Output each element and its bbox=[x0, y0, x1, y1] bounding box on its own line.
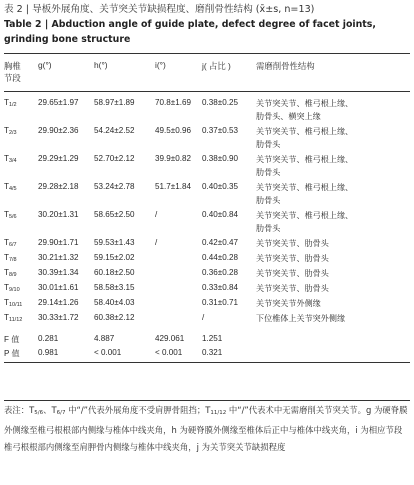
note-text-a: 表注：T bbox=[4, 405, 35, 415]
table-row bbox=[4, 210, 410, 223]
stats-rule bbox=[4, 362, 410, 363]
segment-cell bbox=[4, 182, 38, 195]
i-cell bbox=[155, 313, 202, 328]
segment-cell bbox=[4, 283, 38, 298]
segment-label: T bbox=[4, 313, 9, 322]
segment-cell bbox=[4, 253, 38, 268]
table-row bbox=[4, 126, 410, 139]
segment-subscript: 10/11 bbox=[8, 302, 23, 308]
segment-subscript: 6/7 bbox=[8, 242, 17, 248]
segment-label: T bbox=[4, 298, 9, 307]
g-cell: 30.39±1.34 bbox=[38, 268, 79, 277]
segment-label: T bbox=[4, 210, 9, 219]
segment-label: T bbox=[4, 98, 9, 107]
h-cell: 58.97±1.89 bbox=[94, 98, 135, 107]
segment-subscript: 3/4 bbox=[8, 158, 17, 164]
segment-subscript: 11/12 bbox=[8, 317, 23, 323]
table-row-continuation bbox=[4, 111, 410, 126]
stat-j-cell: 1.251 bbox=[202, 334, 223, 343]
table-row bbox=[4, 298, 410, 313]
segment-subscript: 9/10 bbox=[8, 287, 20, 293]
note-text-b: 、T bbox=[43, 405, 57, 415]
structure-cell-line2: 肋骨头 bbox=[256, 140, 281, 149]
header-j: j( 占比 ) bbox=[202, 61, 231, 71]
note-sub-5-6: 5/6 bbox=[34, 410, 44, 416]
stat-j-cell: 0.321 bbox=[202, 348, 223, 357]
structure-cell: 关节突关节外侧缘 bbox=[256, 299, 321, 308]
header-segment-l2: 节段 bbox=[4, 73, 21, 83]
note-text-c: 中“/”代表外展角度不受肩胛骨阻挡；T bbox=[65, 405, 211, 415]
i-cell: 51.7±1.84 bbox=[155, 182, 191, 191]
h-cell: 60.38±2.12 bbox=[94, 313, 135, 322]
segment-cell bbox=[4, 298, 38, 313]
i-cell: / bbox=[155, 210, 158, 219]
segment-label: T bbox=[4, 253, 9, 262]
stat-empty-cell bbox=[256, 334, 410, 348]
j-cell: 0.38±0.25 bbox=[202, 98, 238, 107]
table-footnote bbox=[4, 402, 410, 456]
structure-cell-line2: 肋骨头 bbox=[256, 168, 281, 177]
i-cell: / bbox=[155, 238, 158, 247]
stat-label-cell: P 值 bbox=[4, 349, 20, 358]
i-cell bbox=[155, 253, 202, 268]
segment-cell bbox=[4, 98, 38, 111]
segment-label: T bbox=[4, 238, 9, 247]
structure-cell: 下位椎体上关节突外侧缘 bbox=[256, 314, 346, 323]
g-cell: 29.29±1.29 bbox=[38, 154, 79, 163]
j-cell: 0.37±0.53 bbox=[202, 126, 238, 135]
structure-cell-line2: 肋骨头 bbox=[256, 224, 281, 233]
stat-empty-cell bbox=[256, 348, 410, 362]
header-g: g(°) bbox=[38, 60, 52, 70]
h-cell: 60.18±2.50 bbox=[94, 268, 135, 277]
segment-label: T bbox=[4, 268, 9, 277]
table-row bbox=[4, 238, 410, 253]
table-row bbox=[4, 182, 410, 195]
structure-cell-line2: 肋骨头 bbox=[256, 196, 281, 205]
table-caption-zh: 表 2 | 导板外展角度、关节突关节缺损程度、磨削骨性结构 (x̄±s, n=13) bbox=[4, 4, 315, 15]
segment-label: T bbox=[4, 182, 9, 191]
table-row-continuation bbox=[4, 195, 410, 210]
segment-cell bbox=[4, 268, 38, 283]
i-cell: 39.9±0.82 bbox=[155, 154, 191, 163]
stats-row bbox=[4, 334, 410, 348]
g-cell: 29.90±2.36 bbox=[38, 126, 79, 135]
table-row-continuation bbox=[4, 167, 410, 182]
structure-cell: 关节突关节、椎弓根上缘、 bbox=[256, 211, 354, 220]
j-cell: 0.40±0.84 bbox=[202, 210, 238, 219]
table-caption-en: Table 2 | Abduction angle of guide plate, defect degree of facet joints, grinding bone structure bbox=[4, 19, 376, 45]
structure-cell: 关节突关节、肋骨头 bbox=[256, 239, 329, 248]
structure-cell: 关节突关节、椎弓根上缘、 bbox=[256, 127, 354, 136]
g-cell: 29.14±1.26 bbox=[38, 298, 79, 307]
segment-label: T bbox=[4, 154, 9, 163]
i-cell: 70.8±1.69 bbox=[155, 98, 191, 107]
h-cell: 54.24±2.52 bbox=[94, 126, 135, 135]
segment-subscript: 5/6 bbox=[8, 214, 17, 220]
g-cell: 30.21±1.32 bbox=[38, 253, 79, 262]
stat-i-cell: 429.061 bbox=[155, 334, 185, 343]
h-cell: 53.24±2.78 bbox=[94, 182, 135, 191]
structure-cell: 关节突关节、椎弓根上缘、 bbox=[256, 99, 354, 108]
h-cell: 58.58±3.15 bbox=[94, 283, 135, 292]
stat-g-cell: 0.281 bbox=[38, 334, 59, 343]
segment-cell bbox=[4, 126, 38, 139]
j-cell: 0.40±0.35 bbox=[202, 182, 238, 191]
stat-label-cell: F 值 bbox=[4, 335, 20, 344]
segment-subscript: 7/8 bbox=[8, 257, 17, 263]
segment-cell bbox=[4, 313, 38, 328]
j-cell: 0.44±0.28 bbox=[202, 253, 238, 262]
table-header-row-2 bbox=[4, 72, 410, 86]
table-row-continuation bbox=[4, 223, 410, 238]
j-cell: 0.33±0.84 bbox=[202, 283, 238, 292]
h-cell: 59.15±2.02 bbox=[94, 253, 135, 262]
g-cell: 29.28±2.18 bbox=[38, 182, 79, 191]
j-cell: / bbox=[202, 313, 205, 322]
segment-subscript: 8/9 bbox=[8, 272, 17, 278]
j-cell: 0.31±0.71 bbox=[202, 298, 238, 307]
i-cell bbox=[155, 283, 202, 298]
top-rule bbox=[4, 53, 410, 54]
data-table bbox=[4, 60, 410, 362]
segment-subscript: 4/5 bbox=[8, 186, 17, 192]
segment-label: T bbox=[4, 126, 9, 135]
i-cell bbox=[155, 268, 202, 283]
segment-subscript: 1/2 bbox=[8, 102, 17, 108]
table-row bbox=[4, 313, 410, 328]
g-cell: 29.90±1.71 bbox=[38, 238, 79, 247]
structure-cell: 关节突关节、椎弓根上缘、 bbox=[256, 155, 354, 164]
table-row bbox=[4, 98, 410, 111]
table-row bbox=[4, 283, 410, 298]
table-row bbox=[4, 154, 410, 167]
header-structure: 需磨削骨性结构 bbox=[256, 61, 315, 71]
note-sub-6-7: 6/7 bbox=[56, 410, 66, 416]
segment-cell bbox=[4, 210, 38, 223]
g-cell: 30.33±1.72 bbox=[38, 313, 79, 322]
structure-cell-line2: 肋骨头、横突上缘 bbox=[256, 112, 321, 121]
g-cell: 30.20±1.31 bbox=[38, 210, 79, 219]
structure-cell: 关节突关节、肋骨头 bbox=[256, 254, 329, 263]
header-i: i(°) bbox=[155, 60, 166, 70]
table-row bbox=[4, 253, 410, 268]
h-cell: 58.65±2.50 bbox=[94, 210, 135, 219]
i-cell: 49.5±0.96 bbox=[155, 126, 191, 135]
g-cell: 30.01±1.61 bbox=[38, 283, 79, 292]
i-cell bbox=[155, 298, 202, 313]
g-cell: 29.65±1.97 bbox=[38, 98, 79, 107]
h-cell: 59.53±1.43 bbox=[94, 238, 135, 247]
stat-i-cell: < 0.001 bbox=[155, 348, 183, 357]
stat-g-cell: 0.981 bbox=[38, 348, 59, 357]
segment-subscript: 2/3 bbox=[8, 130, 17, 136]
j-cell: 0.36±0.28 bbox=[202, 268, 238, 277]
header-segment-l1: 胸椎 bbox=[4, 61, 21, 71]
h-cell: 52.70±2.12 bbox=[94, 154, 135, 163]
segment-cell bbox=[4, 238, 38, 253]
h-cell: 58.40±4.03 bbox=[94, 298, 135, 307]
bottom-rule bbox=[4, 400, 410, 401]
note-sub-11-12: 11/12 bbox=[210, 410, 227, 416]
table-row-continuation bbox=[4, 139, 410, 154]
segment-cell bbox=[4, 154, 38, 167]
structure-cell: 关节突关节、椎弓根上缘、 bbox=[256, 183, 354, 192]
table-row bbox=[4, 268, 410, 283]
j-cell: 0.38±0.90 bbox=[202, 154, 238, 163]
structure-cell: 关节突关节、肋骨头 bbox=[256, 269, 329, 278]
stat-h-cell: 4.887 bbox=[94, 334, 115, 343]
structure-cell: 关节突关节、肋骨头 bbox=[256, 284, 329, 293]
segment-label: T bbox=[4, 283, 9, 292]
stat-h-cell: < 0.001 bbox=[94, 348, 122, 357]
table-header-row bbox=[4, 60, 410, 72]
note-text-d: 中“/”代表术中无需磨削关节突关节。g 为硬脊膜外侧缘至椎弓根根部内侧缘与椎体中线夹角，h 为硬脊膜外侧缘至椎体后正中与椎体中线夹角，i 为相应节段椎弓根根部内侧缘至肩胛骨内侧缘与椎体中线夹角，j 为关节突关节缺损程度 bbox=[4, 405, 408, 452]
j-cell: 0.42±0.47 bbox=[202, 238, 238, 247]
stats-row bbox=[4, 348, 410, 362]
header-h: h(°) bbox=[94, 60, 108, 70]
